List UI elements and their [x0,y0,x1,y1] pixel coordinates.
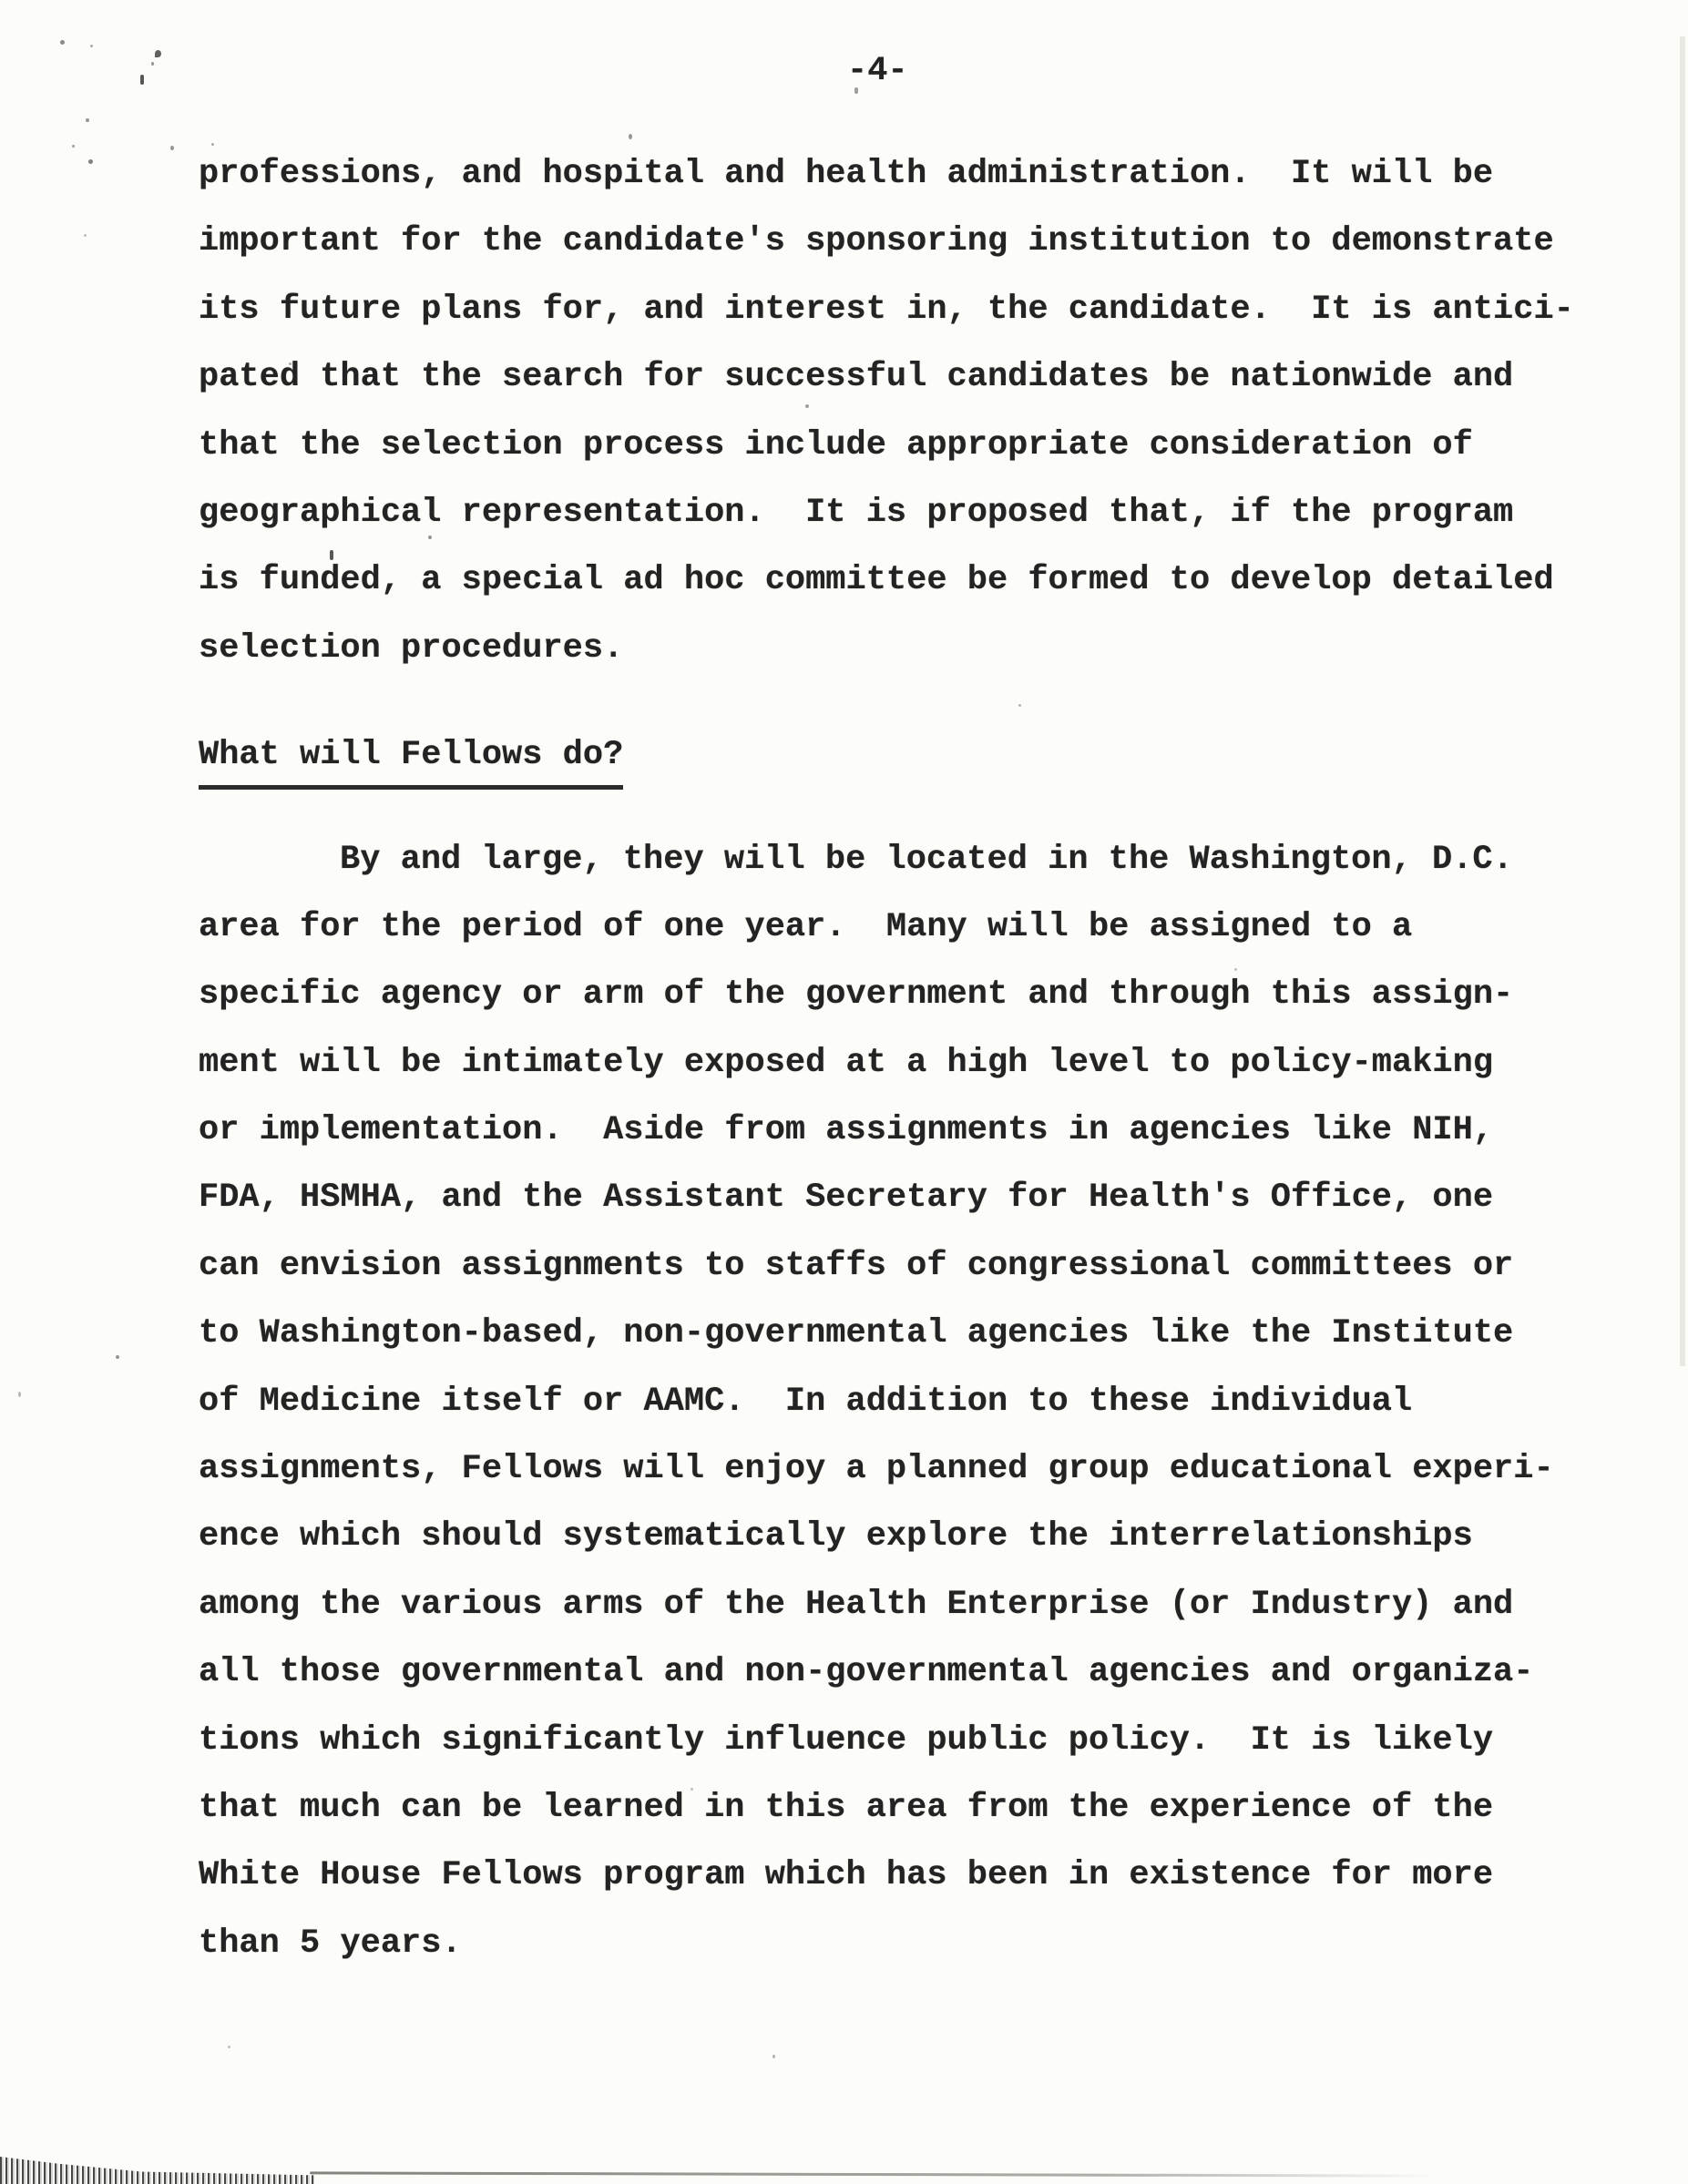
text-line: pated that the search for successful candidates be nationwide and [199,358,1514,397]
scan-speck [155,50,161,57]
text-line: of Medicine itself or AAMC. In addition to these individual [199,1382,1413,1421]
text-line: assignments, Fellows will enjoy a planned group educational experi- [199,1450,1554,1489]
text-line: FDA, HSMHA, and the Assistant Secretary for Health's Office, one [199,1179,1494,1218]
text-line: geographical representation. It is proposed that, if the program [199,493,1514,532]
text-line: tions which significantly influence public policy. It is likely [199,1720,1494,1760]
scan-speck [228,2046,230,2048]
text-line: ence which should systematically explore the interrelationships [199,1517,1473,1556]
scan-speck [60,40,65,45]
text-line: By and large, they will be located in the Washington, D.C. [340,840,1513,879]
scan-speck [691,1788,693,1791]
scan-speck [140,75,144,85]
page-number: -4- [847,52,908,90]
scan-artifact-line [310,2171,1439,2177]
text-line: can envision assignments to staffs of congressional committees or [199,1246,1514,1285]
scan-speck [72,145,75,148]
text-line: is funded, a special ad hoc committee be formed to develop detailed [199,561,1554,600]
paragraph [199,826,1620,1978]
scan-speck [84,234,87,237]
scan-speck [151,62,154,66]
scan-artifact-band [0,2157,314,2184]
scan-speck [805,404,809,408]
scan-edge-streak [1680,36,1685,1366]
scan-speck [211,143,214,146]
scan-speck [289,362,292,365]
text-line: White House Fellows program which has been in existence for more [199,1856,1494,1895]
text-line: that much can be learned in this area from the experience of the [199,1788,1494,1827]
scan-speck [1234,968,1237,971]
text-line: ment will be intimately exposed at a high level to policy-making [199,1043,1494,1082]
scan-speck [18,1392,21,1397]
scan-speck [1018,704,1021,707]
scan-speck [88,159,93,164]
scan-speck [86,118,89,122]
scan-speck [629,134,632,139]
scan-speck [854,87,858,94]
scan-speck [330,550,333,560]
section-heading [199,721,1620,789]
text-line: important for the candidate's sponsoring institution to demonstrate [199,222,1554,261]
text-line: all those governmental and non-governmental agencies and organiza- [199,1653,1534,1692]
text-line: specific agency or arm of the government and through this assign- [199,975,1514,1015]
text-line: professions, and hospital and health administration. It will be [199,155,1494,193]
text-line: among the various arms of the Health Enterprise (or Industry) and [199,1585,1514,1624]
text-line: that the selection process include appropriate consideration of [199,425,1473,464]
text-line: area for the period of one year. Many will be assigned to a [199,907,1413,946]
scan-speck [116,1355,119,1359]
text-line: to Washington-based, non-governmental agencies like the Institute [199,1314,1514,1353]
document-body [199,140,1620,1977]
scan-speck [170,146,174,150]
text-line: than 5 years. [199,1924,462,1963]
text-line: its future plans for, and interest in, the candidate. It is antici- [199,290,1574,329]
scan-speck [772,2055,775,2058]
scan-speck [90,45,93,47]
section-heading-text: What will Fellows do? [199,728,623,790]
paragraph [199,140,1620,682]
text-line: selection procedures. [199,628,624,668]
text-line: or implementation. Aside from assignments in agencies like NIH, [199,1111,1494,1150]
scan-speck [428,536,432,539]
